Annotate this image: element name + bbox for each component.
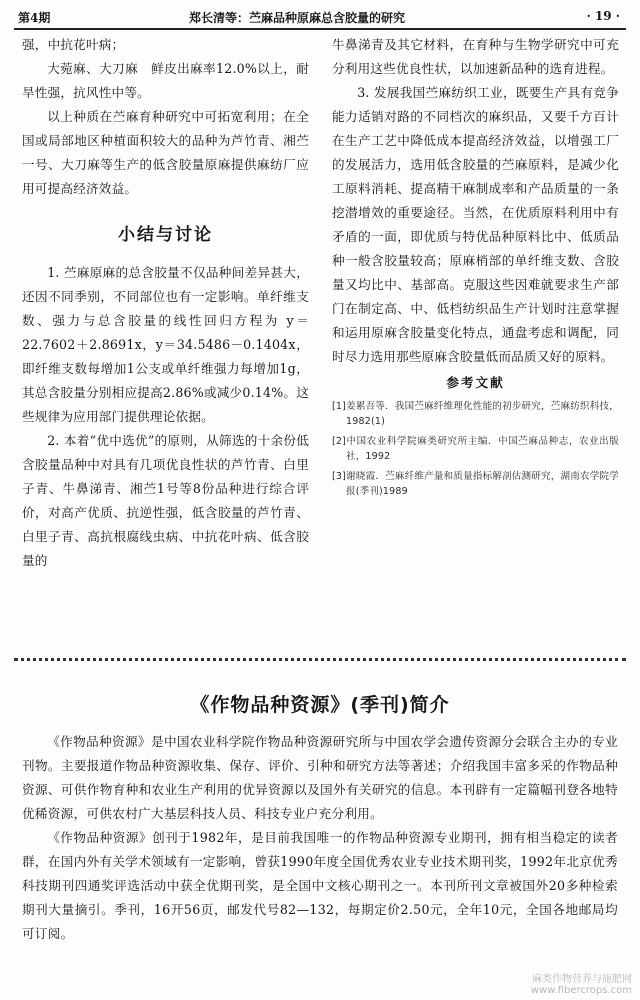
right-column: [332, 33, 619, 504]
reference-item: [1]姜累吾等．我国苎麻纤维理化性能的初步研究，苎麻纺织科技，1982(1): [332, 401, 619, 427]
running-title: 郑长清等：苎麻品种原麻总含胶量的研究: [189, 11, 406, 25]
references-title: 参考文献: [446, 375, 505, 390]
right-paragraph-2: 3. 发展我国苎麻纺织工业，既要生产具有竞争能力适销对路的不同档次的麻织品，又要千方百计在生产工艺中降低成本提高经济效益，以增强工厂的发展活力，选用低含胶量的苎麻原料，是减少化工原料消耗、提高精干麻制成率和产品质量的一条挖潜增效的重要途径。当然，在优质原料利用中有矛盾的一面，即优质与特优品种原料比中、低质品种一般含胶量较高；原麻梢部的单纤维支数、含胶量又均比中、基部高。克服这些因难就要求生产部门在制定高、中、低档纺织品生产计划时注意掌握和运用原麻含胶量变化特点，通盘考虑和调配，同时尽力选用那些原麻含胶量低而品质又好的原料。: [332, 85, 619, 364]
left-paragraph-4: 1. 苎麻原麻的总含胶量不仅品种间差异甚大，还因不同季别，不同部位也有一定影响。单纤维支数、强力与总含胶量的线性回归方程为 y＝22.7602＋2.8691x，y＝34.5486－0.1404x，即纤维支数每增加1公支或单纤维强力每增加1g，其总含胶量分别相应提高2.86%或减少0.14%。这些规律为应用部门提供理论依据。: [22, 265, 309, 424]
left-paragraph-3: 以上种质在苎麻育种研究中可拓宽利用；在全国或局部地区种植面积较大的品种为芦竹青、湘苎一号、大刀麻等生产的低含胶量原麻提供麻纺厂应用可提高经济效益。: [22, 109, 309, 196]
section-divider: [14, 658, 626, 661]
watermark-line-2: www.fibercrops.com: [530, 985, 632, 996]
issue-number: 第4期: [18, 11, 51, 25]
section-title: 小结与讨论: [118, 225, 213, 245]
notice-paragraph-1: 《作物品种资源》是中国农业科学院作物品种资源研究所与中国农学会遗传资源分会联合主办的专业刊物。主要报道作物品种资源收集、保存、评价、引种和研究方法等著述；介绍我国丰富多采的作物品种资源、可供作物育种和农业生产利用的优异资源以及国外有关研究的信息。本刊辟有一定篇幅刊登各地特优稀资源，可供农村广大基层科技人员、科技专业户充分利用。: [22, 734, 618, 821]
left-column: [22, 33, 309, 573]
left-paragraph-1: 强，中抗花叶病；: [22, 37, 125, 52]
notice-body: [22, 730, 618, 946]
right-paragraph-1: 牛鼻涕青及其它材料，在育种与生物学研究中可充分利用这些优良性状，以加速新品种的选育进程。: [332, 37, 619, 76]
page-header: [14, 6, 626, 30]
notice-title: 《作物品种资源》(季刊)简介: [190, 694, 450, 716]
reference-item: [3]谢晓霞．苎麻纤维产量和质量指标解剖估测研究，湖南农学院学报(季刊)1989: [332, 471, 619, 497]
left-paragraph-5: 2. 本着“优中选优”的原则，从筛选的十余份低含胶量品种中对具有几项优良性状的芦竹青、白里子青、牛鼻涕青、湘苎1号等8份品种进行综合评价，对高产优质、抗逆性强，低含胶量的芦竹青、白里子青、高抗根腐线虫病、中抗花叶病、低含胶量的: [22, 433, 309, 568]
reference-item: [2]中国农业科学院麻类研究所主编．中国苎麻品种志，农业出版社，1992: [332, 436, 619, 462]
notice-paragraph-2: 《作物品种资源》创刊于1982年，是目前我国唯一的作物品种资源专业期刊，拥有相当稳定的读者群，在国内外有关学术领域有一定影响，曾获1990年度全国优秀农业专业技术期刊奖，1992年北京优秀科技期刊四通奖评选活动中获全优期刊奖，是全国中文核心期刊之一。本刊所刊文章被国外20多种检索期刊大量摘引。季刊，16开56页，邮发代号82—132，每期定价2.50元，全年10元，全国各地邮局均可订阅。: [22, 830, 618, 941]
left-paragraph-2: 大菀麻、大刀麻 鲜皮出麻率12.0%以上，耐旱性强，抗风性中等。: [22, 61, 309, 100]
site-watermark: [531, 974, 632, 996]
page-number: · 19 ·: [586, 9, 620, 23]
watermark-line-1: 麻类作物营养与施肥网: [532, 974, 632, 985]
